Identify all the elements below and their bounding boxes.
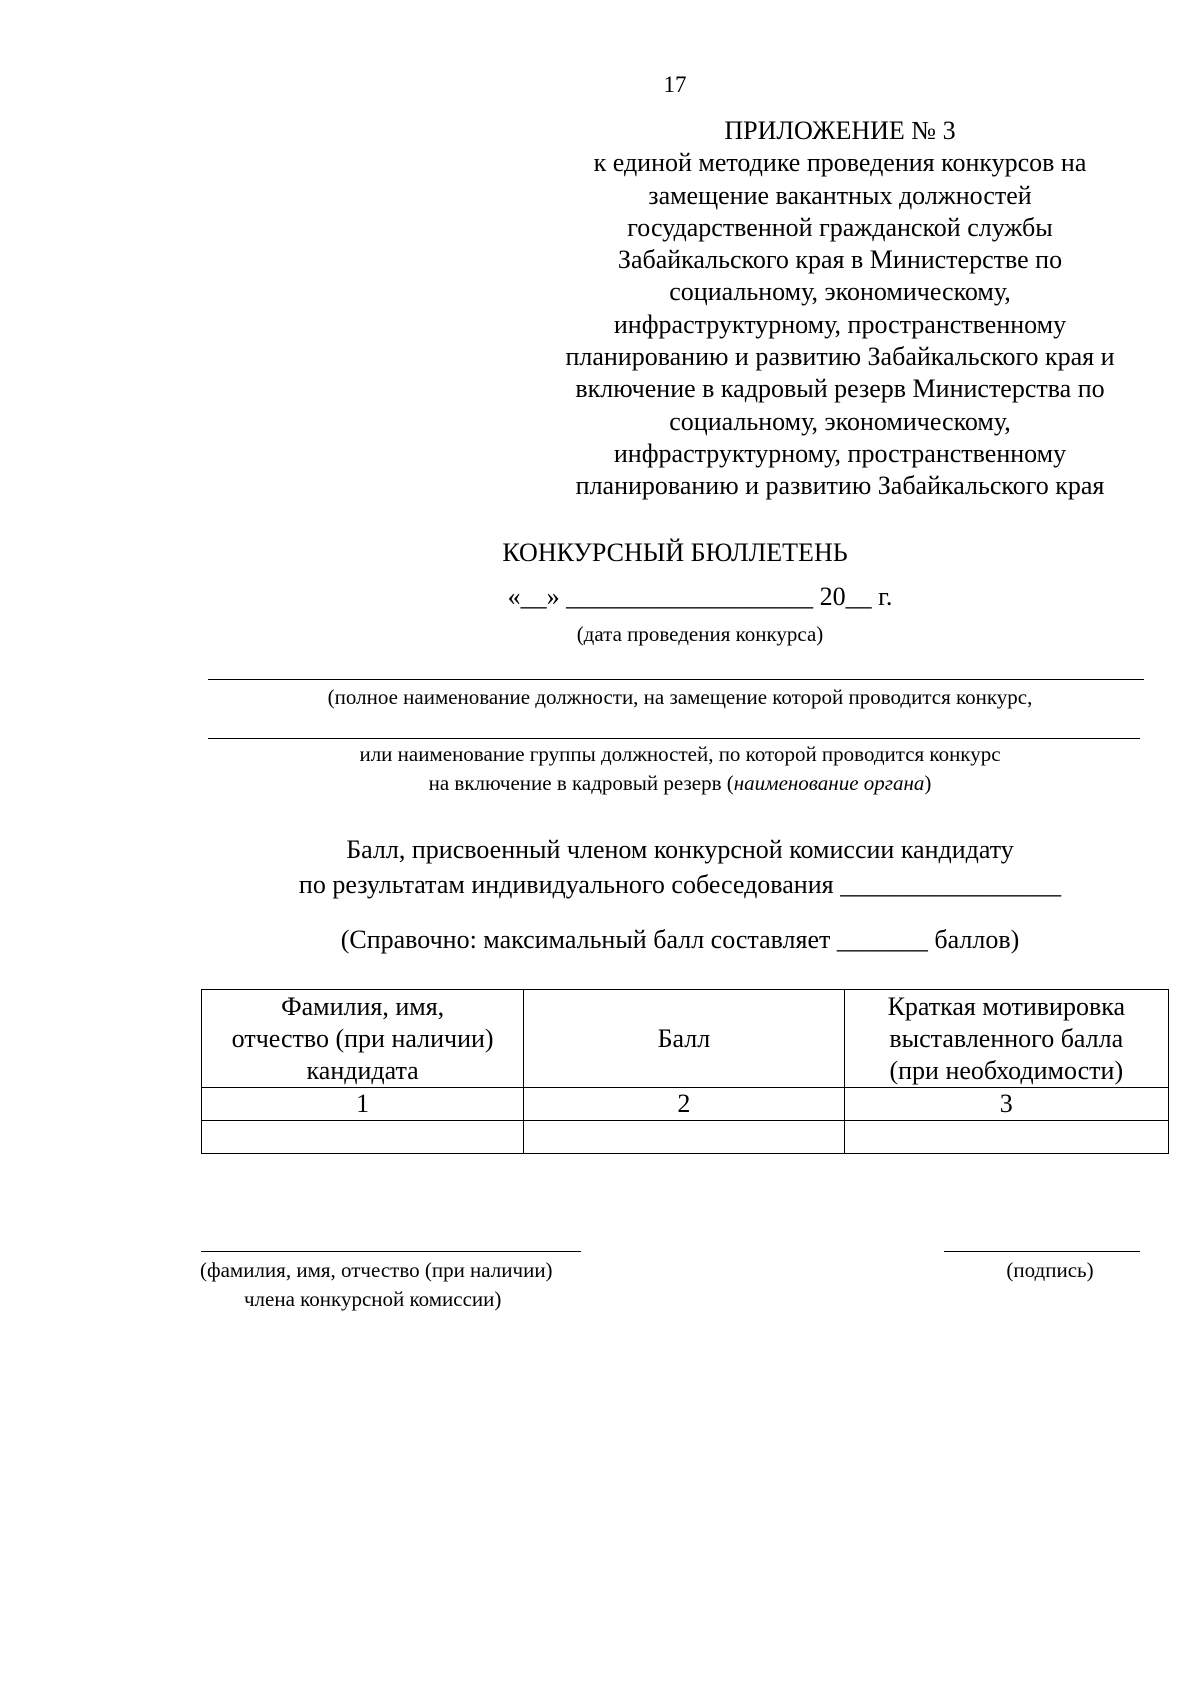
header-line: отчество (при наличии) (231, 1023, 494, 1053)
header-motivation (844, 990, 1168, 1088)
appendix-line: инфраструктурному, пространственному (613, 438, 1067, 468)
score-table (201, 989, 1169, 1154)
date-caption: (дата проведения конкурса) (576, 622, 824, 646)
appendix-line: социальному, экономическому, (669, 277, 1011, 307)
position-name-line-2 (208, 738, 1140, 739)
header-line: (при необходимости) (889, 1055, 1124, 1085)
score-cell (524, 1121, 844, 1154)
member-name-line (201, 1251, 581, 1252)
score-line-1: Балл, присвоенный членом конкурсной комиссии кандидату (346, 835, 1014, 864)
position-caption-3 (200, 769, 1160, 798)
appendix-block (540, 115, 1140, 503)
table-row (202, 1121, 1169, 1154)
position-caption-1: (полное наименование должности, на замещение которой проводится конкурс, (327, 685, 1033, 709)
appendix-line: планированию и развитию Забайкальского края (575, 471, 1105, 501)
page-number: 17 (663, 72, 687, 97)
score-statement (210, 832, 1150, 902)
position-name-line-1 (208, 679, 1144, 680)
header-line: выставленного балла (889, 1023, 1124, 1053)
header-line: Краткая мотивировка (887, 991, 1126, 1021)
member-name-caption-line-2: члена конкурсной комиссии) (244, 1287, 502, 1311)
column-number: 3 (844, 1088, 1168, 1121)
appendix-line: Забайкальского края в Министерстве по (617, 245, 1063, 275)
appendix-line: планированию и развитию Забайкальского края и (565, 342, 1115, 372)
appendix-title: ПРИЛОЖЕНИЕ № 3 (724, 116, 956, 145)
header-line: Фамилия, имя, (281, 991, 445, 1021)
score-line-2: по результатам индивидуального собеседования _________________ (298, 870, 1062, 899)
position-caption-2-text: или наименование группы должностей, по которой проводится конкурс (359, 742, 1001, 766)
signature-line (944, 1251, 1140, 1252)
column-number: 2 (524, 1088, 844, 1121)
appendix-line: замещение вакантных должностей (648, 180, 1032, 210)
reference-note: (Справочно: максимальный балл составляет _______ баллов) (340, 925, 1020, 954)
table-header-row (202, 990, 1169, 1088)
header-line: Балл (657, 1023, 711, 1053)
motivation-cell (844, 1121, 1168, 1154)
position-caption-3-prefix: на включение в кадровый резерв ( (428, 771, 734, 795)
date-line: «__» ___________________ 20__ г. (507, 582, 893, 611)
column-number: 1 (202, 1088, 524, 1121)
member-name-caption-line-1: (фамилия, имя, отчество (при наличии) (200, 1258, 553, 1282)
appendix-line: государственной гражданской службы (627, 212, 1053, 242)
signature-caption: (подпись) (1006, 1258, 1094, 1282)
header-line: кандидата (306, 1055, 419, 1085)
header-candidate-name (202, 990, 524, 1088)
bulletin-title: КОНКУРСНЫЙ БЮЛЛЕТЕНЬ (502, 538, 848, 567)
appendix-line: инфраструктурному, пространственному (613, 309, 1067, 339)
candidate-name-cell (202, 1121, 524, 1154)
table-number-row (202, 1088, 1169, 1121)
member-name-caption (200, 1256, 640, 1314)
appendix-line: к единой методике проведения конкурсов на (593, 148, 1087, 178)
authority-name-label: наименование органа (733, 771, 925, 795)
header-score (524, 990, 844, 1088)
appendix-line: социальному, экономическому, (669, 406, 1011, 436)
position-caption-2 (200, 740, 1160, 798)
appendix-line: включение в кадровый резерв Министерства по (575, 374, 1105, 404)
position-caption-3-suffix: ) (924, 771, 932, 795)
